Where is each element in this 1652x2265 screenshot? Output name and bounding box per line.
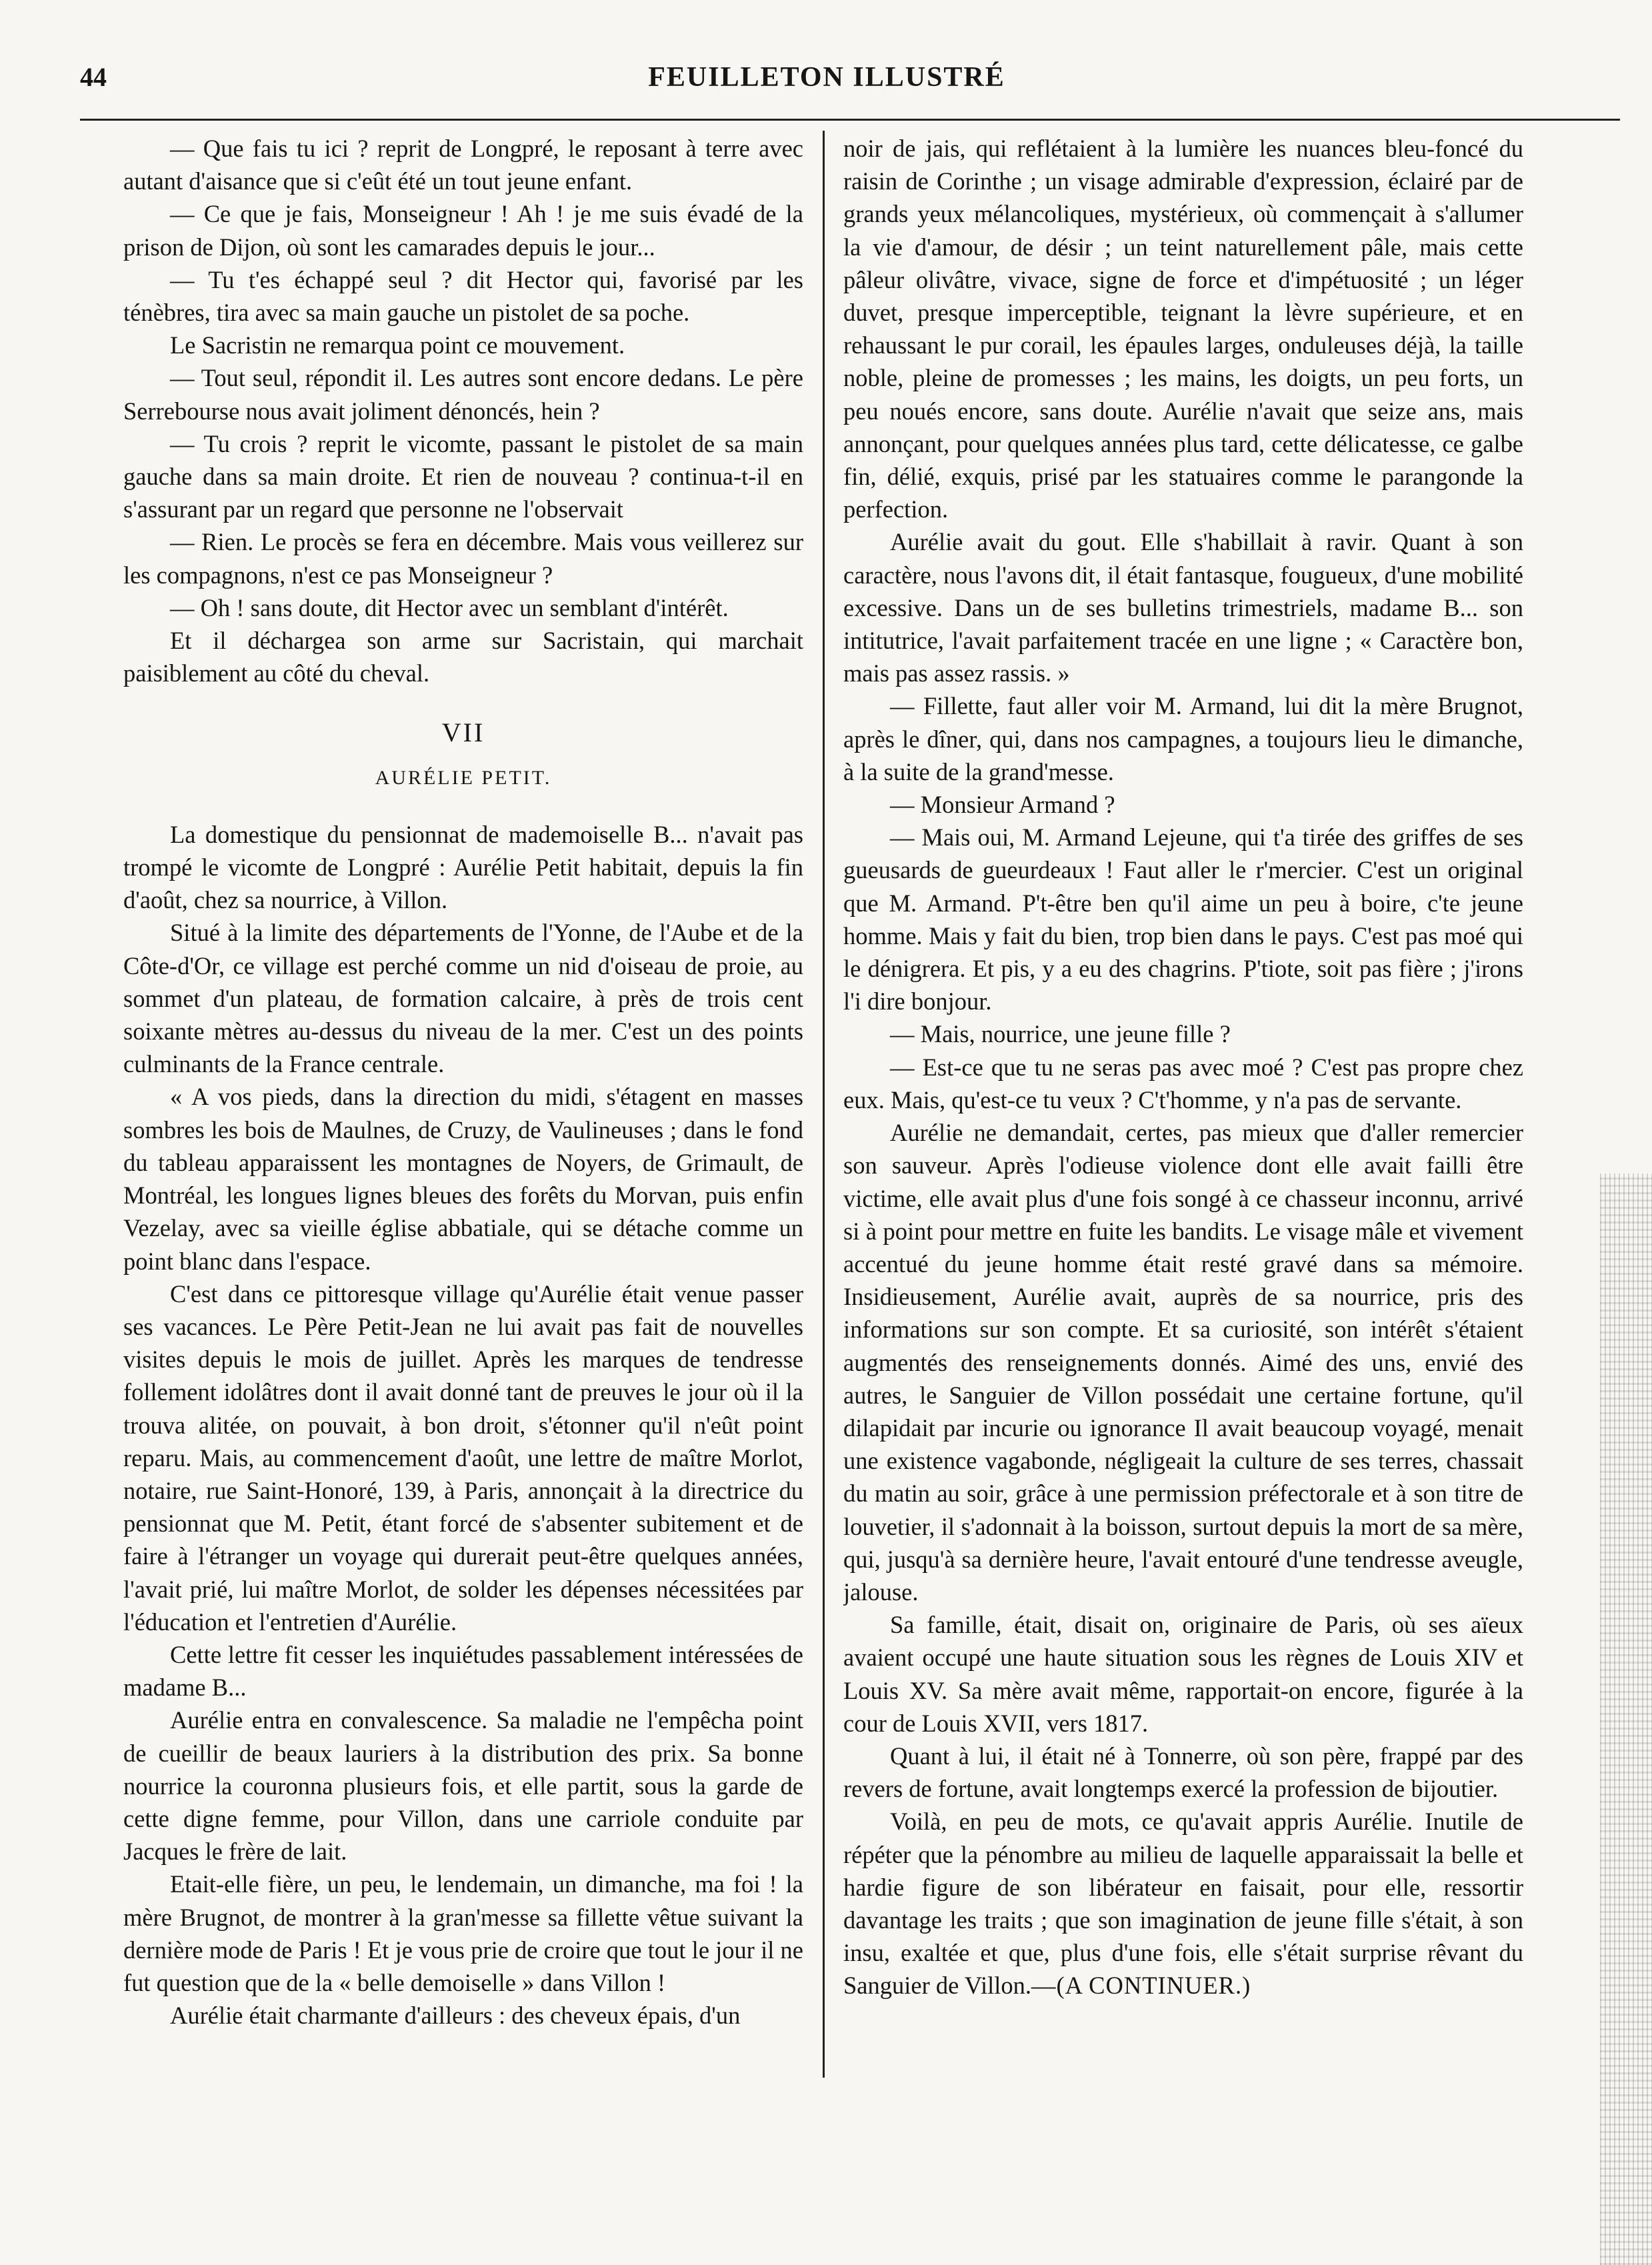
paragraph: Cette lettre fit cesser les inquiétudes passablement intéressées de madame B... (123, 1640, 803, 1702)
paragraph: Aurélie était charmante d'ailleurs : des cheveux épais, d'un (170, 2002, 741, 2030)
paragraph: Quant à lui, il était né à Tonnerre, où son père, frappé par des revers de fortune, avait longtemps exercé la profession de bijoutier. (843, 1742, 1523, 1803)
paragraph: — Tu t'es échappé seul ? dit Hector qui, favorisé par les ténèbres, tira avec sa main gauche un pistolet de sa poche. (123, 265, 803, 327)
chapter-number: VII (441, 717, 485, 748)
scan-edge-noise (1600, 1174, 1652, 2265)
paragraph: noir de jais, qui reflétaient à la lumière les nuances bleu-foncé du raisin de Corinthe ; un visage admirable d'expression, éclairé par de grands yeux mélancoliques, mystérieux, où commençait à s'allumer la vie d'amour, de désir ; un teint naturellement pâle, mais cette pâleur olivâtre, vivace, signe de force et d'impétuosité ; un léger duvet, presque imperceptible, teignant la lèvre supérieure, et en rehaussant le pur corail, les épaules larges, onduleuses déjà, la taille noble, pleine de promesses ; les mains, les doigts, un peu forts, un peu noués encore, sans doute. Aurélie n'avait que seize ans, mais annonçant, pour quelques années plus tard, cette délicatesse, ce galbe fin, délié, exquis, prisé par les statuaires comme le parangonde la perfection. (843, 135, 1523, 523)
right-column (843, 132, 1523, 2166)
paragraph: Sa famille, était, disait on, originaire de Paris, où ses aïeux avaient occupé une haute situation sous les règnes de Louis XIV et Louis XV. Sa mère avait même, rapportait-on encore, figurée à la cour de Louis XVII, vers 1817. (843, 1611, 1523, 1737)
column-rule (823, 131, 825, 2078)
continuation-mark: —(A CONTINUER.) (1031, 1972, 1251, 2000)
paragraph: Aurélie avait du gout. Elle s'habillait à ravir. Quant à son caractère, nous l'avons dit, il était fantasque, fougueux, d'une mobilité excessive. Dans un de ses bulletins trimestriels, madame B... son intitutrice, l'avait parfaitement tracée en une ligne ; « Caractère bon, mais pas assez rassis. » (843, 528, 1523, 687)
paragraph: La domestique du pensionnat de mademoiselle B... n'avait pas trompé le vicomte de Longpré : Aurélie Petit habitait, depuis la fin d'août, chez sa nourrice, à Villon. (123, 820, 803, 914)
paragraph: Aurélie ne demandait, certes, pas mieux que d'aller remercier son sauveur. Après l'odieuse violence dont elle avait failli être victime, elle avait plus d'une fois songé à ce chasseur inconnu, arrivé si à point pour mettre en fuite les bandits. Le visage mâle et vivement accentué du jeune homme était resté gravé dans sa mémoire. Insidieusement, Aurélie avait, auprès de sa nourrice, pris des informations sur son compte. Et sa curiosité, son intérêt s'étaient augmentés des renseignements donnés. Aimé des uns, envié des autres, le Sanguier de Villon possédait une certaine fortune, qu'il dilapidait par incurie ou ignorance Il avait beaucoup voyagé, menait une existence vagabonde, négligeait la culture de ses terres, chassait du matin au soir, grâce à une permission préfectorale et à son titre de louvetier, il s'adonnait à la boisson, surtout depuis la mort de sa mère, qui, jusqu'à sa dernière heure, l'avait entouré d'une tendresse aveugle, jalouse. (843, 1119, 1523, 1606)
paragraph: Situé à la limite des départements de l'Yonne, de l'Aube et de la Côte-d'Or, ce village est perché comme un nid d'oiseau de proie, au sommet d'un plateau, de formation calcaire, à près de trois cent soixante mètres au-dessus du niveau de la mer. C'est un des points culminants de la France centrale. (123, 919, 803, 1078)
paragraph: — Que fais tu ici ? reprit de Longpré, le reposant à terre avec autant d'aisance que si c'eût été un tout jeune enfant. (123, 135, 803, 195)
paragraph: — Monsieur Armand ? (890, 791, 1115, 819)
paragraph: — Mais, nourrice, une jeune fille ? (890, 1020, 1231, 1048)
paragraph: Etait-elle fière, un peu, le lendemain, un dimanche, ma foi ! la mère Brugnot, de montrer à la gran'messe sa fillette vêtue suivant la dernière mode de Paris ! Et je vous prie de croire que tout le jour il ne fut question que de la « belle demoiselle » dans Villon ! (123, 1870, 803, 1996)
paragraph (843, 1805, 1523, 2002)
page-number: 44 (80, 62, 107, 92)
paragraph: Le Sacristin ne remarqua point ce mouvement. (170, 331, 625, 359)
paragraph: Aurélie entra en convalescence. Sa maladie ne l'empêcha point de cueillir de beaux lauriers à la distribution des prix. Sa bonne nourrice la couronna plusieurs fois, et elle partit, sous la garde de cette digne femme, pour Villon, dans une carriole conduite par Jacques le frère de lait. (123, 1706, 803, 1866)
paragraph: C'est dans ce pittoresque village qu'Aurélie était venue passer ses vacances. Le Père Petit-Jean ne lui avait pas fait de nouvelles visites depuis le mois de juillet. Après les marques de tendresse follement idolâtres dont il avait donné tant de preuves le jour où il la trouva alitée, on pouvait, à bon droit, s'étonner qu'il n'eût point reparu. Mais, au commencement d'août, une lettre de maître Morlot, notaire, rue Saint-Honoré, 139, à Paris, annonçait à la directrice du pensionnat que M. Petit, étant forcé de s'absenter subitement et de faire à l'étranger un voyage qui durerait peut-être quelques années, l'avait prié, lui maître Morlot, de solder les dépenses nécessitées par l'éducation et l'entretien d'Aurélie. (123, 1280, 803, 1636)
paragraph: — Tu crois ? reprit le vicomte, passant le pistolet de sa main gauche dans sa main droite. Et rien de nouveau ? continua-t-il en s'assurant par un regard que personne ne l'observait (123, 429, 803, 523)
paragraph: — Est-ce que tu ne seras pas avec moé ? C'est pas propre chez eux. Mais, qu'est-ce tu veux ? C't'homme, y n'a pas de servante. (843, 1053, 1523, 1113)
paragraph: « A vos pieds, dans la direction du midi, s'étagent en masses sombres les bois de Maulnes, de Cruzy, de Vaulineuses ; dans le fond du tableau apparaissent les montagnes de Noyers, de Grimault, de Montréal, les longues lignes bleues des forêts du Morvan, puis enfin Vezelay, avec sa vieille église abbatiale, qui se détache comme un point blanc dans l'espace. (123, 1083, 803, 1275)
paragraph: — Mais oui, M. Armand Lejeune, qui t'a tirée des griffes de ses gueusards de gueurdeaux ! Faut aller le r'mercier. C'est un original que M. Armand. P't-être ben qu'il aime un peu à boire, c'te jeune homme. Mais y fait du bien, trop bien dans le pays. C'est pas moé qui le dénigrera. Et pis, y a eu des chagrins. P'tiote, soit pas fière ; j'irons l'i dire bonjour. (843, 823, 1523, 1015)
chapter-title: AURÉLIE PETIT. (375, 766, 552, 789)
paragraph-text: Voilà, en peu de mots, ce qu'avait appris Aurélie. Inutile de répéter que la pénombre au milieu de laquelle apparaissait la belle et hardie figure de son libérateur en faisait, pour elle, ressortir davantage les traits ; que son imagination de jeune fille s'était, à son insu, exaltée et que, plus d'une fois, elle s'était surprise rêvant du Sanguier de Villon. (843, 1808, 1523, 2000)
page-header (80, 61, 1573, 108)
paragraph: — Oh ! sans doute, dit Hector avec un semblant d'intérêt. (170, 593, 729, 621)
running-title: FEUILLETON ILLUSTRÉ (648, 62, 1005, 93)
paragraph: — Fillette, faut aller voir M. Armand, lui dit la mère Brugnot, après le dîner, qui, dans nos campagnes, a toujours lieu le dimanche, à la suite de la grand'messe. (843, 692, 1523, 785)
header-rule (80, 119, 1620, 121)
paragraph: — Tout seul, répondit il. Les autres sont encore dedans. Le père Serrebourse nous avait joliment dénoncés, hein ? (123, 364, 803, 425)
paragraph: — Rien. Le procès se fera en décembre. Mais vous veillerez sur les compagnons, n'est ce pas Monseigneur ? (123, 528, 803, 589)
paragraph: Et il déchargea son arme sur Sacristain, qui marchait paisiblement au côté du cheval. (123, 627, 803, 687)
paragraph: — Ce que je fais, Monseigneur ! Ah ! je me suis évadé de la prison de Dijon, où sont les camarades depuis le jour... (123, 200, 803, 261)
left-column (123, 132, 803, 2166)
